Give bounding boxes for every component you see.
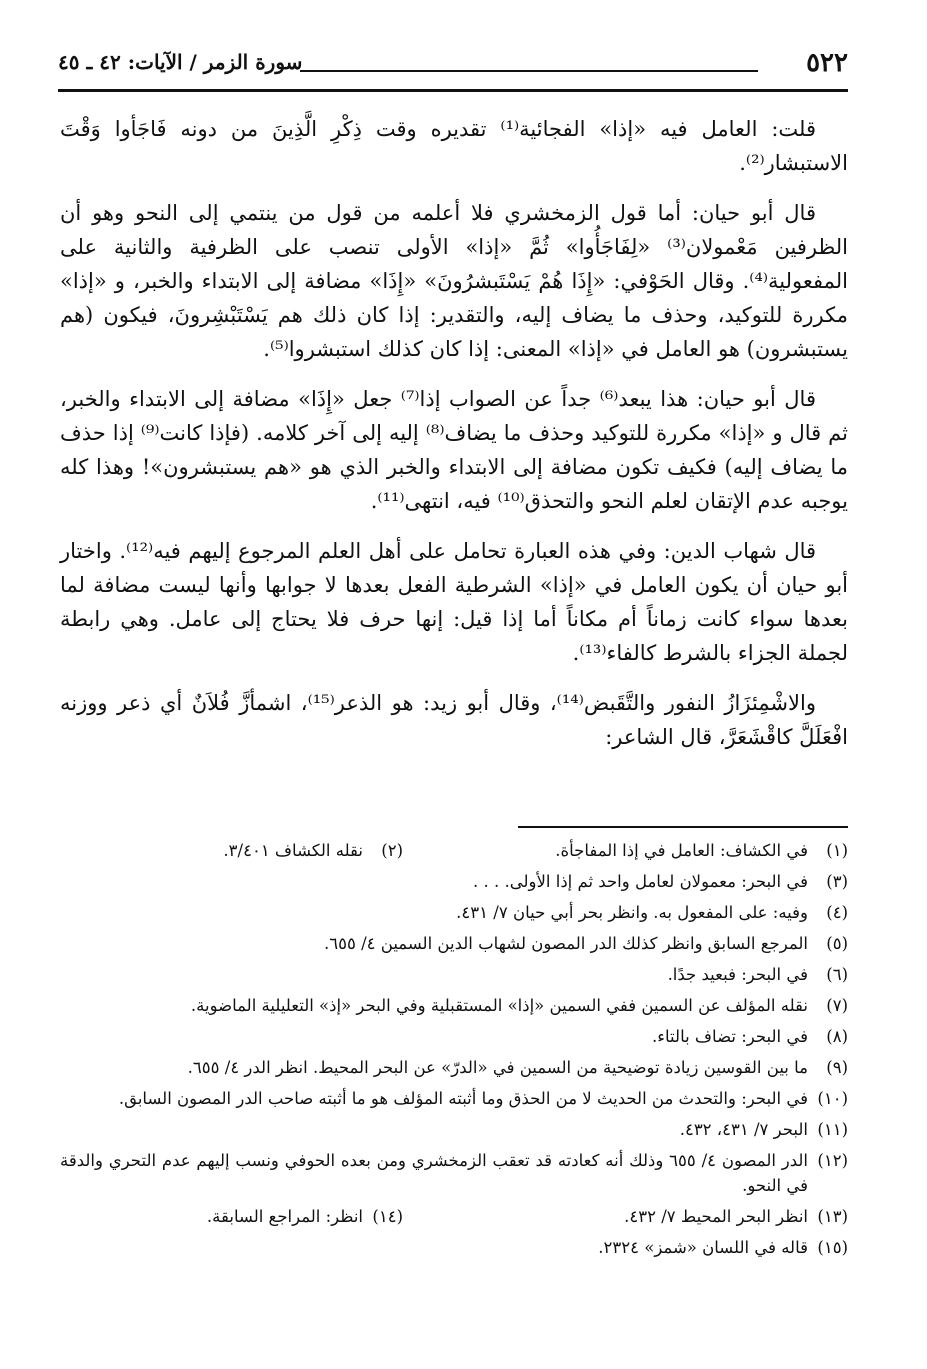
- footnote-text: الدر المصون ٤/ ٦٥٥ وذلك أنه كعادته قد تعقب الزمخشري ومن بعده الحوفي ونسب إليهم عدم التحري والدقة في النحو.: [60, 1151, 808, 1195]
- footnote-text: قاله في اللسان «شمز» ٢٣٢٤.: [598, 1238, 808, 1257]
- main-text: [60, 112, 848, 770]
- footnote: [223, 838, 403, 863]
- footnote-row: [60, 869, 848, 894]
- footnote-text: البحر ٧/ ٤٣١، ٤٣٢.: [679, 1120, 808, 1139]
- footnote: [680, 1117, 848, 1142]
- paragraph: قال أبو حيان: هذا يبعد⁽⁶⁾ جداً عن الصواب إذا⁽⁷⁾ جعل «إِذَا» مضافة إلى الابتداء والخبر، ثم قال و «إذا» مكررة للتوكيد وحذف ما يضاف⁽⁸⁾ إليه إلى آخر كلامه. (فإذا كانت⁽⁹⁾ إذا حذف ما يضاف إليه) فكيف تكون مضافة إلى الابتداء والخبر الذي هو «هم يستبشرون»! وهذا كله يوجبه عدم الإتقان لعلم النحو والتحذق⁽¹⁰⁾ فيه، انتهى⁽¹¹⁾.: [60, 387, 848, 513]
- footnote: [652, 1024, 848, 1049]
- footnote-number: (٨): [826, 1027, 848, 1046]
- footnote-separator: [518, 826, 848, 828]
- footnote-row: [60, 1148, 848, 1198]
- footnote-text: في البحر: والتحدث من الحديث لا من الحذق وما أثبته المؤلف هو ما أثبته صاحب الدر المصون السابق.: [118, 1089, 808, 1108]
- footnote: [188, 1055, 848, 1080]
- footnote-number: (١٤): [372, 1207, 403, 1226]
- footnote-text: وفيه: على المفعول به. وانظر بحر أبي حيان ٧/ ٤٣١.: [456, 903, 808, 922]
- footnote-text: ما بين القوسين زيادة توضيحية من السمين في «الدرّ» عن البحر المحيط. انظر الدر ٤/ ٦٥٥.: [187, 1058, 808, 1077]
- header-rule: [58, 89, 848, 92]
- header-leader-line: [300, 70, 758, 72]
- footnote: [324, 931, 848, 956]
- footnote-number: (٣): [826, 872, 848, 891]
- footnote-row: [60, 838, 848, 863]
- footnote-text: في الكشاف: العامل في إذا المفاجأة.: [555, 841, 808, 860]
- running-header: [58, 40, 848, 92]
- footnote-number: (٥): [826, 934, 848, 953]
- footnote-number: (٧): [826, 996, 848, 1015]
- footnote-number: (١): [826, 841, 848, 860]
- paragraph: قال أبو حيان: أما قول الزمخشري فلا أعلمه من قول من ينتمي إلى النحو وهو أن الظرفين مَعْمولان⁽³⁾ «لِفَاجَأُوا» ثُمَّ «إذا» الأولى تنصب على الظرفية والثانية على المفعولية⁽⁴⁾. وقال الحَوْفي: «إِذَا هُمْ يَسْتَبشرُونَ» «إِذَا» مضافة إلى الابتداء والخبر، و «إذا» مكررة للتوكيد، وحذف ما يضاف إليه، والتقدير: إذا كان ذلك هم يَسْتَبْشِرونَ، فيكون (هم يستبشرون) هو العامل في «إذا» المعنى: إذا كان كذلك استبشروا⁽⁵⁾.: [60, 201, 848, 361]
- paragraph: قلت: العامل فيه «إذا» الفجائية⁽¹⁾ تقديره وقت ذِكْرِ الَّذِينَ من دونه فَاجَأوا وَقْتَ الاستبشار⁽²⁾.: [60, 117, 848, 175]
- footnote-row: [60, 1086, 848, 1111]
- footnote-text: المرجع السابق وانظر كذلك الدر المصون لشهاب الدين السمين ٤/ ٦٥٥.: [323, 934, 808, 953]
- footnote-number: (١٢): [817, 1151, 848, 1170]
- footnote-number: (٤): [826, 903, 848, 922]
- footnote-row: [60, 1235, 848, 1260]
- footnote-number: (١٠): [817, 1089, 848, 1108]
- footnote: [207, 1204, 403, 1229]
- paragraph: والاشْمِئزَازُ النفور والتَّقَبض⁽¹⁴⁾، وقال أبو زيد: هو الذعر⁽¹⁵⁾، اشمأزَّ فُلاَنٌ أي ذعر ووزنه افْعَلَلَّ كاقْشَعَرَّ، قال الشاعر:: [60, 691, 848, 749]
- footnote: [191, 993, 848, 1018]
- footnote-row: [60, 1117, 848, 1142]
- footnote-number: (١٥): [817, 1238, 848, 1257]
- footnote-number: (١١): [817, 1120, 848, 1139]
- footnote: [473, 869, 848, 894]
- footnotes: [60, 838, 848, 1266]
- footnote-row: [60, 993, 848, 1018]
- footnote: [60, 1148, 848, 1198]
- footnote-row: [60, 1024, 848, 1049]
- footnote-text: انظر البحر المحيط ٧/ ٤٣٢.: [624, 1207, 808, 1226]
- footnote-row: [60, 1055, 848, 1080]
- paragraph: قال شهاب الدين: وفي هذه العبارة تحامل على أهل العلم المرجوع إليهم فيه⁽¹²⁾. واختار أبو حيان أن يكون العامل في «إذا» الشرطية الفعل بعدها لا جوابها وأنها ليست مضافة لما بعدها سواء كانت زماناً أم مكاناً أما إذا قيل: إنها حرف فلا يحتاج إلى عامل. وهي رابطة لجملة الجزاء بالشرط كالفاء⁽¹³⁾.: [60, 539, 848, 665]
- footnote-row: [60, 962, 848, 987]
- footnote-row: [60, 931, 848, 956]
- footnote-row: [60, 1204, 848, 1229]
- footnote-number: (٦): [826, 965, 848, 984]
- footnote: [456, 900, 848, 925]
- footnote-text: نقله المؤلف عن السمين ففي السمين «إذا» المستقبلية وفي البحر «إذ» التعليلية الماضوية.: [190, 996, 808, 1015]
- footnote-row: [60, 900, 848, 925]
- footnote-number: (٩): [826, 1058, 848, 1077]
- footnote-text: في البحر: معمولان لعامل واحد ثم إذا الأولى. . . .: [473, 872, 808, 891]
- footnote-text: نقله الكشاف ٣/٤٠١.: [223, 841, 363, 860]
- footnote-text: في البحر: فبعيد جدًا.: [667, 965, 808, 984]
- running-title: سورة الزمر / الآيات: ٤٢ ـ ٤٥: [58, 50, 303, 74]
- footnote: [119, 1086, 848, 1111]
- footnote: [668, 962, 848, 987]
- footnote-text: انظر: المراجع السابقة.: [206, 1207, 363, 1226]
- footnote: [403, 838, 848, 863]
- footnote: [598, 1235, 848, 1260]
- footnote-number: (١٣): [817, 1207, 848, 1226]
- footnote: [403, 1204, 848, 1229]
- page-number: ٥٢٢: [806, 48, 848, 78]
- footnote-number: (٢): [381, 841, 403, 860]
- footnote-text: في البحر: تضاف بالتاء.: [652, 1027, 808, 1046]
